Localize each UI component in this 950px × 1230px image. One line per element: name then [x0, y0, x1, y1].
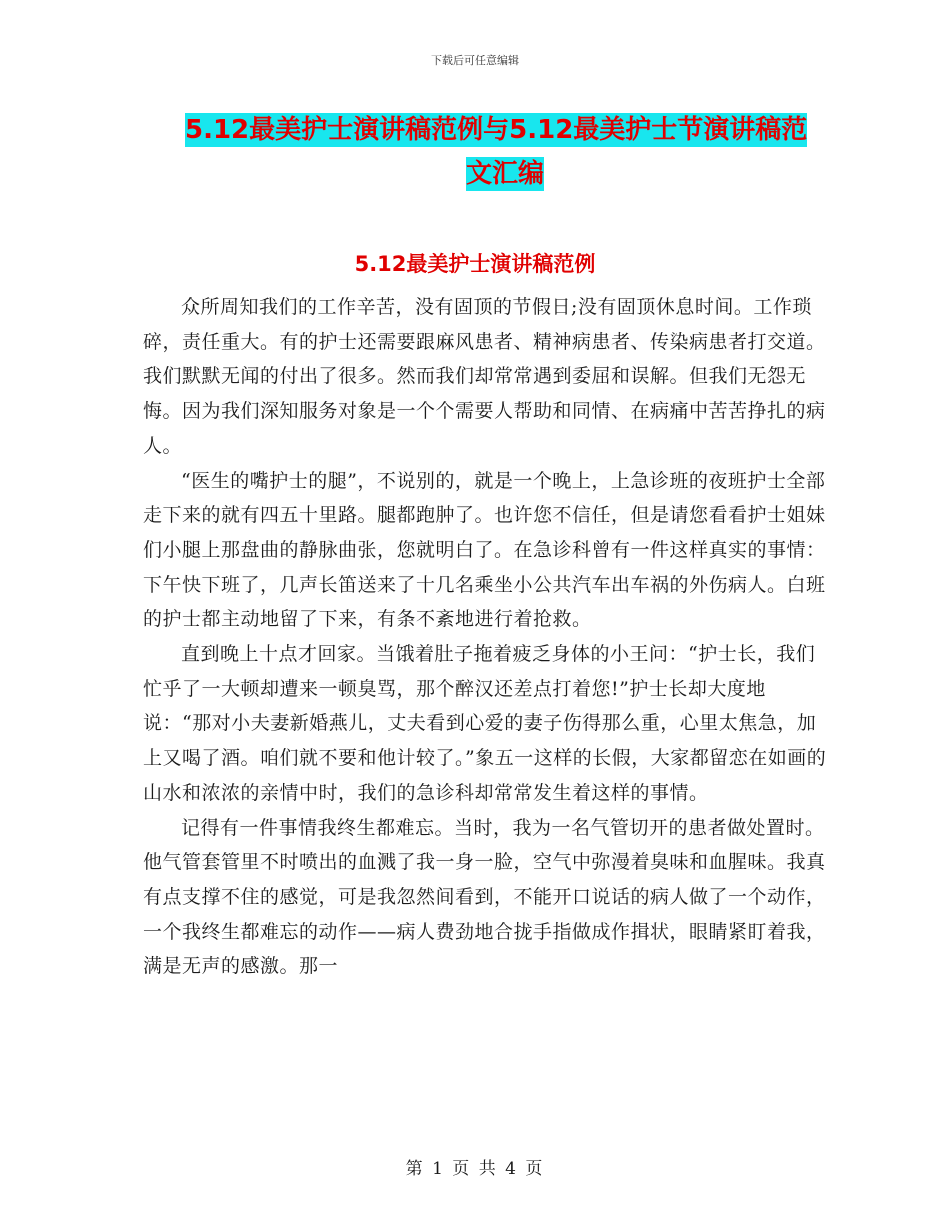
paragraph: 众所周知我们的工作辛苦，没有固顶的节假日;没有固顶休息时间。工作琐碎，责任重大。有的护士还需要跟麻风患者、精神病患者、传染病患者打交道。我们默默无闻的付出了很多。然而我们却常常遇到委屈和误解。但我们无怨无悔。因为我们深知服务对象是一个个需要人帮助和同情、在病痛中苦苦挣扎的病人。	[143, 296, 826, 457]
paragraph: 直到晚上十点才回家。当饿着肚子拖着疲乏身体的小王问：“护士长，我们忙乎了一大顿却遭来一顿臭骂，那个醉汉还差点打着您!”护士长却大度地说：“那对小夫妻新婚燕儿，丈夫看到心爱的妻子伤得那么重，心里太焦急，加上又喝了酒。咱们就不要和他计较了。”象五一这样的长假，大家都留恋在如画的山水和浓浓的亲情中时，我们的急诊科却常常发生着这样的事情。	[143, 643, 827, 804]
paragraph: “医生的嘴护士的腿”，不说别的，就是一个晚上，上急诊班的夜班护士全部走下来的就有四五十里路。腿都跑肿了。也许您不信任，但是请您看看护士姐妹们小腿上那盘曲的静脉曲张，您就明白了。在急诊科曾有一件这样真实的事情：下午快下班了，几声长笛送来了十几名乘坐小公共汽车出车祸的外伤病人。白班的护士都主动地留了下来，有条不紊地进行着抢救。	[143, 469, 826, 631]
section-heading: 5.12最美护士演讲稿范例	[354, 252, 596, 276]
title-line-1: 5.12最美护士演讲稿范例与5.12最美护士节演讲稿范	[185, 115, 808, 145]
document-title	[185, 108, 815, 196]
page-header-note: 下载后可任意编辑	[431, 54, 519, 67]
document-body	[143, 290, 833, 984]
page-number: 第 1 页 共 4 页	[405, 1159, 545, 1179]
paragraph: 记得有一件事情我终生都难忘。当时，我为一名气管切开的患者做处置时。他气管套管里不时喷出的血溅了我一身一脸，空气中弥漫着臭味和血腥味。我真有点支撑不住的感觉，可是我忽然间看到，不能开口说话的病人做了一个动作，一个我终生都难忘的动作——病人费劲地合拢手指做成作揖状，眼睛紧盯着我，满是无声的感激。那一	[143, 816, 826, 978]
title-line-2: 文汇编	[465, 159, 544, 190]
